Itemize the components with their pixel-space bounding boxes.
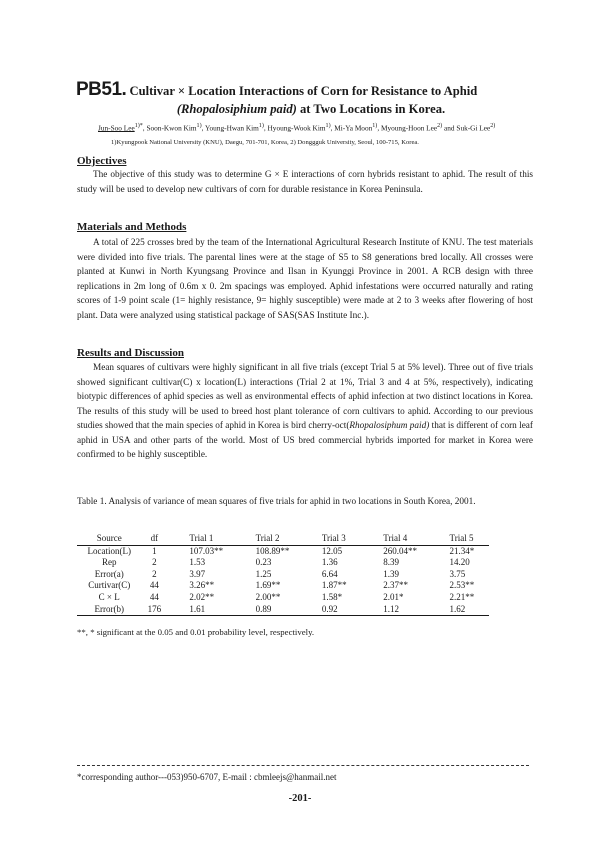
author-sup: 1) — [258, 123, 264, 129]
table-cell: 12.05 — [321, 545, 343, 556]
header-trial-3: Trial 3 — [321, 533, 346, 543]
anova-table — [77, 533, 489, 616]
author-list: Jun-Soo Lee$^{1)*}$, Soon-Kwon Kim$^{1)}$, Young-Hwan Kim$^{1)}$, Hyoung-Wook Kim$^{1)}$, Mi-Ya Moon$^{1)}$, Myoung-Hoon Lee$^{2)}$ and Suk-Gi Lee$^{2)}$ — [98, 123, 496, 133]
methods-heading: Materials and Methods — [77, 221, 187, 233]
table-cell: 2.01* — [383, 591, 404, 602]
header-trial-4: Trial 4 — [383, 533, 408, 543]
table-cell: Error(a) — [94, 568, 124, 579]
header-trial-2: Trial 2 — [255, 533, 280, 543]
table-cell: Rep — [101, 557, 117, 568]
title-species: (Rhopalosiphium paid) — [176, 102, 297, 116]
results-text — [77, 361, 533, 463]
author-sup: 2) — [437, 123, 443, 129]
table-cell: 1.12 — [383, 603, 400, 614]
author: Myoung-Hoon Lee — [380, 123, 438, 133]
author-sup: 2) — [490, 123, 496, 129]
table-cell: 3.97 — [189, 568, 206, 579]
table-cell: 1.58* — [321, 591, 343, 602]
table-cell: 44 — [149, 580, 159, 591]
table-row — [77, 569, 489, 581]
table-row — [77, 592, 489, 604]
table-cell: 108.89** — [255, 545, 290, 556]
results-paragraph — [77, 361, 533, 463]
author: and Suk-Gi Lee — [444, 123, 491, 133]
table-cell: 1.53 — [189, 557, 206, 568]
results-species: Rhopalosiphum paid) — [349, 421, 430, 432]
table-caption: Table 1. Analysis of variance of mean squares of five trials for aphid in two locations in South Korea, 2001. — [77, 497, 476, 507]
table-cell: 2.00** — [255, 591, 281, 602]
table-cell: 0.23 — [255, 557, 272, 568]
author-sup: 1) — [372, 123, 378, 129]
table-cell: Error(b) — [94, 603, 124, 614]
results-heading: Results and Discussion — [77, 347, 184, 359]
header-source: Source — [96, 533, 122, 543]
table-cell: 3.26** — [189, 580, 215, 591]
table-cell: 2.21** — [449, 591, 475, 602]
page-number: -201- — [288, 793, 312, 804]
methods-paragraph — [77, 236, 533, 323]
table-cell: 2.37** — [383, 580, 409, 591]
title-block — [76, 79, 546, 118]
footnote-divider — [77, 765, 529, 766]
results-text-a: Mean squares of cultivars were highly significant in all five trials (except Trial 5 at 5% level). Three out of five trials showed significant cultivar(C) x location(L) interactions (Trial 2 at 1%, Trial 3 and 4 at 5%, respectively), indicating biotypic differences of aphid species as well as environmental effects of aphid infection at two distinct locations in Korea. The results of this study will be used to breed host plant tolerance of corn cultivars to aphid. According to our previous studies showed that the main species of aphid in Korea is bird cherry-oct( — [77, 363, 533, 432]
table-cell: Location(L) — [87, 545, 131, 556]
table-cell: Curtivar(C) — [88, 580, 131, 591]
table-cell: 107.03** — [189, 545, 224, 556]
table-cell: 8.39 — [383, 557, 400, 568]
table-cell: 6.64 — [321, 568, 338, 579]
title-line-2 — [76, 100, 546, 118]
author: Hyoung-Wook Kim — [267, 123, 326, 133]
table-cell: 1.87** — [321, 580, 347, 591]
title-line-2-rest: at Two Locations in Korea. — [296, 102, 446, 116]
author: Mi-Ya Moon — [334, 123, 373, 133]
table-row — [77, 604, 489, 616]
table-cell: C × L — [98, 591, 120, 602]
table-cell: 260.04** — [383, 545, 418, 556]
objectives-heading: Objectives — [77, 155, 127, 167]
first-author-sup: 1)* — [134, 123, 143, 129]
table-cell: 2 — [152, 568, 157, 579]
table-cell: 2 — [152, 557, 157, 568]
table-header-row — [77, 533, 489, 545]
results-text-b: that is different of corn leaf aphid in USA and other parts of the world. Most of US bred commercial hybrids imported for market in Korea were confirmed to be highly susceptible. — [77, 421, 533, 461]
table-cell: 1.69** — [255, 580, 281, 591]
table-cell: 21.34* — [449, 545, 475, 556]
author-sup: 1) — [196, 123, 202, 129]
table-footnote: **, * significant at the 0.05 and 0.01 probability level, respectively. — [77, 627, 315, 637]
table-cell: 1.61 — [189, 603, 206, 614]
table-cell: 14.20 — [449, 557, 470, 568]
paper-code: PB51. — [76, 79, 127, 100]
table-cell: 1.36 — [321, 557, 338, 568]
first-author: Jun-Soo Lee — [98, 123, 135, 133]
table-cell: 3.75 — [449, 568, 466, 579]
table-cell: 1.25 — [255, 568, 272, 579]
table-body — [77, 545, 489, 616]
author-sup: 1) — [325, 123, 331, 129]
header-trial-1: Trial 1 — [189, 533, 214, 543]
title-line-1: Cultivar × Location Interactions of Corn for Resistance to Aphid — [129, 84, 478, 98]
table-cell: 1.62 — [449, 603, 466, 614]
affiliation: 1)Kyungpook National University (KNU), Daegu, 701-701, Korea, 2) Donggguk University, Seoul, 100-715, Korea. — [111, 139, 419, 146]
paper-title — [76, 79, 546, 100]
table-cell: 176 — [147, 603, 162, 614]
table-cell: 0.89 — [255, 603, 272, 614]
table-row — [77, 545, 489, 557]
table-row — [77, 580, 489, 592]
table-cell: 2.02** — [189, 591, 215, 602]
table-cell: 1 — [152, 545, 157, 556]
methods-text: A total of 225 crosses bred by the team of the International Agricultural Research Institute of KNU. The test materials were divided into five trials. The parental lines were at the stage of S5 to S8 generations bred locally. All crosses were planted at Kunwi in North Kyungsang Province and Ilsan in Kyunggi Province in 2001. A RCB design with three replications in 2m long of 0.6m x 0. 2m spacings was employed. Aphid infestations were occurred naturally and rating scores of 1-9 point scale (1= highly resistance, 9= highly susceptible) were made at 2 to 3 weeks after flowering of host plant. Data were analyzed using statistical package of SAS(SAS Institute Inc.). — [77, 238, 533, 321]
objectives-text: The objective of this study was to determine G × E interactions of corn hybrids resistant to aphid. The result of this study will be used to develop new cultivars of corn for durable resistance in Korea Peninsula. — [77, 170, 533, 195]
corresponding-author: *corresponding author---053)950-6707, E-mail : cbmleejs@hanmail.net — [77, 772, 337, 782]
header-df: df — [150, 533, 159, 543]
header-trial-5: Trial 5 — [449, 533, 474, 543]
table-cell: 0.92 — [321, 603, 338, 614]
table-cell: 1.39 — [383, 568, 400, 579]
table-cell: 2.53** — [449, 580, 475, 591]
author: Soon-Kwon Kim — [146, 123, 197, 133]
objectives-paragraph — [77, 168, 533, 197]
table-row — [77, 557, 489, 569]
table-cell: 44 — [149, 591, 159, 602]
author: Young-Hwan Kim — [205, 123, 259, 133]
